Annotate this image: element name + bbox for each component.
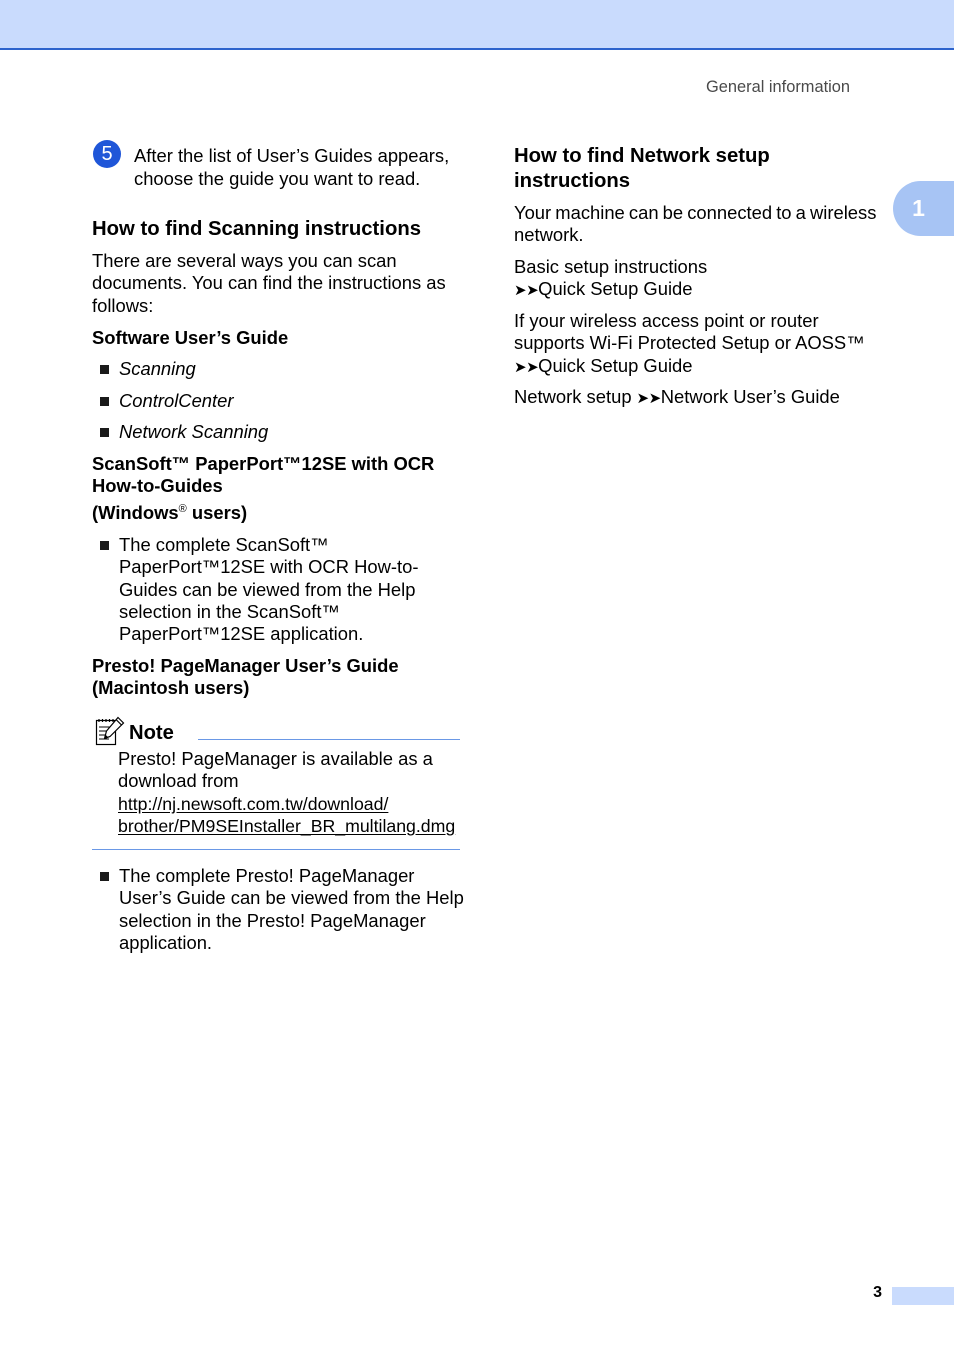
bullet-square-icon	[100, 365, 109, 374]
basic-setup-label: Basic setup instructions	[514, 255, 708, 277]
network-intro-paragraph	[514, 202, 876, 247]
heading-line: (Macintosh users)	[92, 677, 250, 699]
bullet-square-icon	[100, 397, 109, 406]
heading-line: instructions	[514, 169, 631, 192]
list-item-line: User’s Guide can be viewed from the Help	[119, 887, 464, 909]
list-item-label: Network Scanning	[119, 420, 269, 442]
list-item	[119, 534, 418, 646]
paragraph-line: supports Wi-Fi Protected Setup or AOSS™	[514, 332, 865, 354]
registered-mark: ®	[178, 503, 187, 515]
note-top-divider	[198, 739, 460, 741]
heading-line: ScanSoft™ PaperPort™12SE with OCR	[92, 452, 435, 474]
list-item-line: The complete ScanSoft™	[119, 533, 329, 555]
list-item-label: Scanning	[119, 357, 196, 379]
bullet-square-icon	[100, 541, 109, 550]
network-setup-label: Network setup	[514, 385, 632, 407]
paragraph-line: If your wireless access point or router	[514, 309, 819, 331]
paragraph-line: There are several ways you can scan	[92, 249, 397, 271]
step-number-badge: 5	[93, 140, 121, 168]
paragraph-line: documents. You can find the instructions as	[92, 272, 446, 294]
quick-setup-guide-ref	[514, 278, 707, 301]
list-item-label: ControlCenter	[119, 389, 234, 411]
guide-name: Quick Setup Guide	[538, 278, 693, 300]
windows-users-heading	[92, 502, 247, 524]
chapter-tab	[893, 181, 954, 236]
step-instruction	[134, 144, 449, 190]
note-text-line: download from	[118, 770, 239, 792]
list-item-line: The complete Presto! PageManager	[119, 864, 415, 886]
step-instruction-line: After the list of User’s Guides appears,	[134, 144, 450, 166]
windows-suffix: users)	[186, 502, 248, 523]
page-number-tab	[892, 1287, 954, 1305]
list-item	[119, 865, 464, 955]
network-setup-reference	[514, 386, 840, 409]
basic-setup-reference	[514, 256, 707, 302]
guide-name: Network User’s Guide	[660, 385, 840, 407]
chapter-tab-number: 1	[912, 195, 925, 221]
list-item-line: PaperPort™12SE application.	[119, 623, 364, 645]
list-item-line: selection in the Presto! PageManager	[119, 909, 426, 931]
list-item	[119, 358, 196, 380]
guide-name: Quick Setup Guide	[538, 354, 693, 376]
note-bottom-divider	[92, 849, 460, 851]
network-section-heading	[514, 144, 770, 194]
heading-line: How-to-Guides	[92, 475, 223, 497]
list-item	[119, 390, 233, 412]
list-item	[119, 421, 268, 443]
section-header-title: General information	[706, 78, 850, 96]
list-item-line: PaperPort™12SE with OCR How-to-	[119, 556, 419, 578]
paragraph-line: network.	[514, 224, 584, 246]
list-item-line: Guides can be viewed from the Help	[119, 578, 416, 600]
quick-setup-guide-ref	[514, 355, 865, 378]
header-band	[0, 0, 954, 50]
software-guide-heading: Software User’s Guide	[92, 326, 289, 348]
heading-line: How to find Network setup	[514, 144, 770, 167]
note-label: Note	[129, 722, 174, 744]
list-item-line: application.	[119, 932, 213, 954]
page-number: 3	[873, 1284, 882, 1301]
presto-guide-heading	[92, 655, 399, 700]
bullet-square-icon	[100, 428, 109, 437]
list-item-line: selection in the ScanSoft™	[119, 601, 340, 623]
double-arrow-icon: ➤➤	[514, 357, 539, 376]
windows-prefix: (Windows	[92, 502, 179, 523]
scanning-intro-paragraph	[92, 250, 446, 317]
note-pencil-icon	[95, 716, 125, 746]
wps-setup-reference	[514, 310, 865, 378]
download-link[interactable]: brother/PM9SEInstaller_BR_multilang.dmg	[118, 816, 456, 837]
scansoft-guide-heading	[92, 453, 434, 498]
note-text-line: Presto! PageManager is available as a	[118, 747, 433, 769]
download-link[interactable]: http://nj.newsoft.com.tw/download/	[118, 793, 389, 814]
double-arrow-icon: ➤➤	[514, 281, 539, 300]
scanning-section-heading: How to find Scanning instructions	[92, 218, 421, 240]
double-arrow-icon: ➤➤	[636, 388, 661, 407]
bullet-square-icon	[100, 872, 109, 881]
paragraph-line: Your machine can be connected to a wireless	[514, 201, 877, 223]
step-instruction-line: choose the guide you want to read.	[134, 167, 421, 189]
heading-line: Presto! PageManager User’s Guide	[92, 654, 399, 676]
note-body	[118, 748, 455, 838]
paragraph-line: follows:	[92, 294, 154, 316]
